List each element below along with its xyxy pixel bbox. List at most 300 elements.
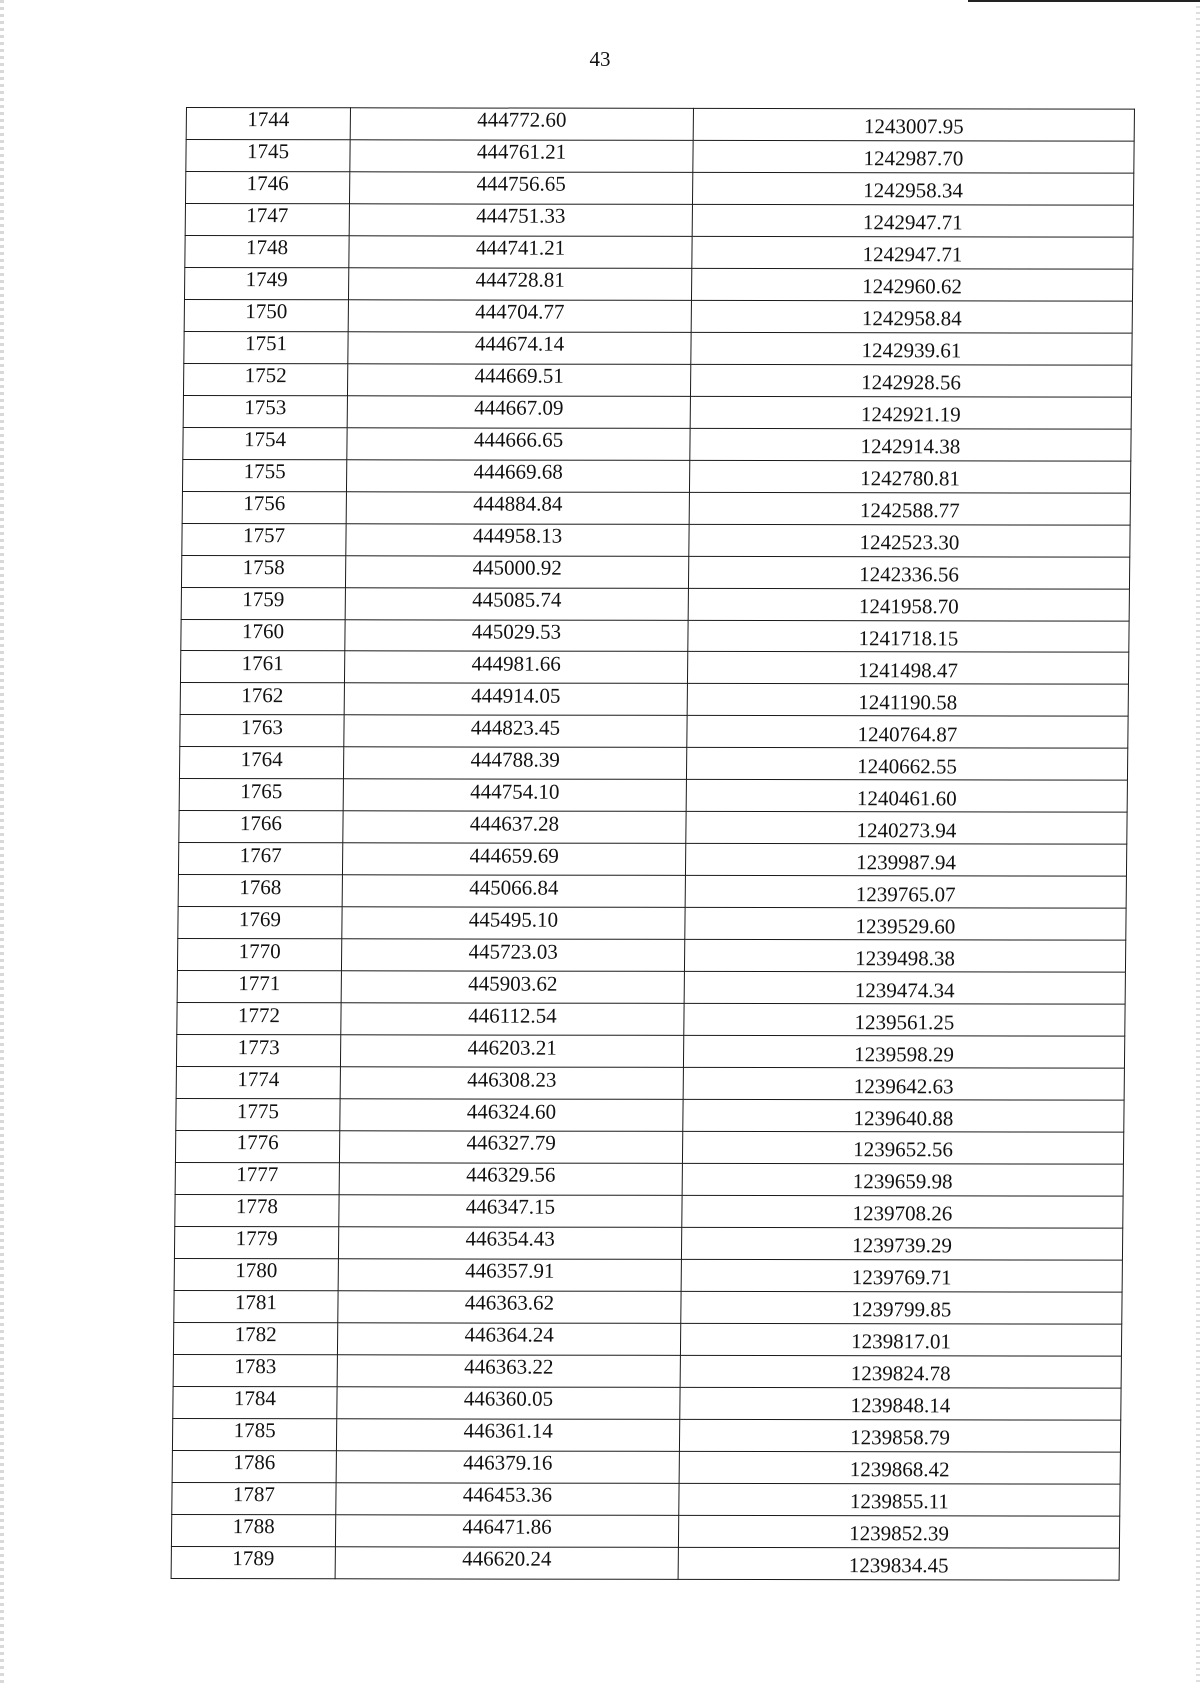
cell-text: 1767 [239, 842, 282, 867]
cell-text: 1242958.34 [863, 178, 964, 203]
x-coordinate-cell [336, 1419, 679, 1452]
cell-text: 1773 [237, 1034, 280, 1059]
y-coordinate-cell [692, 172, 1133, 205]
table-row [178, 843, 1126, 877]
table-row [174, 1226, 1122, 1260]
table-row [180, 683, 1128, 717]
x-coordinate-cell [346, 459, 689, 492]
table-row [183, 395, 1131, 429]
cell-text: 1239817.01 [851, 1329, 952, 1354]
y-coordinate-cell [680, 1387, 1121, 1420]
y-coordinate-cell [681, 1259, 1122, 1292]
point-number-cell [183, 427, 347, 459]
point-number-cell [174, 1258, 338, 1290]
cell-text: 1239561.25 [854, 1009, 955, 1034]
scan-edge-right [1196, 0, 1200, 1686]
x-coordinate-cell [346, 491, 689, 524]
table-row [185, 235, 1133, 269]
x-coordinate-cell [345, 555, 688, 588]
cell-text: 1760 [241, 619, 285, 644]
x-coordinate-cell [342, 875, 685, 908]
cell-text: 1757 [242, 523, 286, 548]
cell-text: 1756 [243, 491, 286, 516]
y-coordinate-cell [679, 1483, 1120, 1516]
point-number-cell [172, 1418, 336, 1450]
point-number-cell [178, 875, 342, 907]
cell-text: 1788 [232, 1514, 275, 1539]
point-number-cell [179, 747, 343, 779]
point-number-cell [182, 523, 346, 555]
y-coordinate-cell [690, 428, 1131, 461]
cell-text: 1778 [235, 1194, 279, 1219]
x-coordinate-cell [337, 1355, 680, 1388]
table-row [173, 1386, 1121, 1420]
cell-text: 1239598.29 [854, 1041, 955, 1066]
x-coordinate-cell [341, 939, 684, 972]
y-coordinate-cell [684, 940, 1125, 973]
cell-text: 446327.79 [466, 1130, 556, 1156]
cell-text: 1242921.19 [860, 402, 961, 427]
cell-text: 1787 [232, 1482, 276, 1507]
cell-text: 444981.66 [471, 651, 561, 676]
table-row [175, 1194, 1123, 1228]
cell-text: 1763 [240, 714, 284, 740]
x-coordinate-cell [348, 268, 691, 301]
cell-text: 1779 [235, 1226, 278, 1251]
cell-text: 446329.56 [466, 1162, 556, 1188]
table-row [185, 171, 1133, 205]
y-coordinate-cell [680, 1323, 1121, 1356]
table-row [175, 1130, 1123, 1164]
y-coordinate-cell [683, 1099, 1124, 1132]
point-number-cell [177, 1003, 341, 1035]
cell-text: 1242939.61 [861, 338, 962, 363]
table-row [179, 779, 1127, 813]
cell-text: 1762 [241, 683, 284, 708]
cell-text: 1766 [239, 810, 283, 835]
table-row [176, 1099, 1124, 1133]
y-coordinate-cell [678, 1547, 1119, 1580]
cell-text: 1239642.63 [853, 1073, 954, 1098]
cell-text: 446453.36 [462, 1482, 553, 1507]
y-coordinate-cell [690, 364, 1131, 397]
table-row [177, 1003, 1125, 1037]
cell-text: 1783 [234, 1354, 277, 1379]
table-row [172, 1450, 1120, 1484]
cell-text: 446347.15 [465, 1194, 556, 1220]
cell-text: 1239799.85 [851, 1297, 952, 1322]
y-coordinate-cell [679, 1451, 1120, 1484]
y-coordinate-cell [688, 588, 1129, 621]
cell-text: 1242588.77 [859, 498, 960, 523]
y-coordinate-cell [692, 236, 1133, 269]
cell-text: 1758 [242, 555, 285, 580]
y-coordinate-cell [684, 1004, 1125, 1037]
point-number-cell [179, 779, 343, 811]
cell-text: 1774 [237, 1066, 280, 1091]
cell-text: 445903.62 [468, 971, 558, 996]
cell-text: 444884.84 [473, 491, 563, 516]
y-coordinate-cell [681, 1291, 1122, 1324]
cell-text: 1240273.94 [856, 817, 957, 843]
point-number-cell [184, 299, 348, 331]
x-coordinate-cell [341, 971, 684, 1004]
y-coordinate-cell [686, 812, 1127, 845]
cell-text: 445029.53 [471, 619, 562, 644]
cell-text: 446364.24 [464, 1322, 554, 1347]
point-number-cell [172, 1450, 336, 1482]
point-number-cell [175, 1162, 339, 1194]
cell-text: 1771 [238, 970, 281, 995]
cell-text: 446361.14 [463, 1418, 553, 1443]
x-coordinate-cell [338, 1227, 681, 1260]
cell-text: 446357.91 [465, 1258, 555, 1284]
x-coordinate-cell [341, 1003, 684, 1036]
cell-text: 444728.81 [475, 267, 565, 292]
table-row [181, 619, 1129, 653]
cell-text: 445723.03 [468, 939, 558, 964]
cell-text: 1769 [238, 906, 282, 931]
table-row [172, 1482, 1120, 1516]
cell-text: 446363.62 [464, 1290, 555, 1315]
point-number-cell [184, 331, 348, 363]
point-number-cell [179, 811, 343, 843]
table-row [171, 1514, 1119, 1548]
header-rule [968, 0, 1200, 2]
x-coordinate-cell [339, 1131, 682, 1164]
x-coordinate-cell [350, 140, 693, 173]
y-coordinate-cell [682, 1131, 1123, 1164]
table-row [173, 1322, 1121, 1356]
cell-text: 1239824.78 [850, 1361, 951, 1386]
x-coordinate-cell [338, 1291, 681, 1324]
point-number-cell [185, 171, 349, 203]
cell-text: 444958.13 [472, 523, 563, 548]
cell-text: 446379.16 [463, 1450, 553, 1475]
cell-text: 1770 [238, 938, 281, 963]
y-coordinate-cell [692, 204, 1133, 237]
x-coordinate-cell [343, 779, 686, 812]
table-row [183, 363, 1131, 397]
cell-text: 1241190.58 [858, 690, 958, 715]
point-number-cell [186, 108, 350, 140]
y-coordinate-cell [689, 524, 1130, 557]
cell-text: 1784 [233, 1386, 277, 1411]
y-coordinate-cell [686, 748, 1127, 781]
table-row [182, 523, 1130, 557]
x-coordinate-cell [343, 811, 686, 844]
table-row [177, 939, 1125, 973]
point-number-cell [183, 395, 347, 427]
y-coordinate-cell [683, 1067, 1124, 1100]
cell-text: 444667.09 [474, 395, 564, 420]
point-number-cell [176, 1035, 340, 1067]
cell-text: 1242928.56 [861, 370, 962, 395]
x-coordinate-cell [344, 651, 687, 684]
point-number-cell [174, 1226, 338, 1258]
x-coordinate-cell [346, 523, 689, 556]
cell-text: 444666.65 [473, 427, 564, 452]
table-row [186, 108, 1134, 142]
cell-text: 1759 [242, 587, 285, 612]
y-coordinate-cell [691, 300, 1132, 333]
table-row [180, 715, 1128, 749]
cell-text: 1781 [234, 1290, 278, 1315]
point-number-cell [177, 939, 341, 971]
cell-text: 444754.10 [470, 779, 560, 804]
cell-text: 1772 [237, 1002, 281, 1027]
cell-text: 1239739.29 [852, 1233, 953, 1258]
cell-text: 1765 [240, 778, 283, 804]
cell-text: 444704.77 [475, 299, 565, 324]
cell-text: 446203.21 [467, 1035, 557, 1060]
point-number-cell [175, 1194, 339, 1226]
cell-text: 1745 [246, 139, 290, 164]
cell-text: 1239529.60 [855, 913, 956, 939]
table-row [183, 427, 1131, 461]
cell-text: 446324.60 [466, 1099, 557, 1124]
y-coordinate-cell [685, 908, 1126, 941]
point-number-cell [172, 1482, 336, 1514]
table-row [180, 651, 1128, 685]
cell-text: 446112.54 [468, 1003, 557, 1028]
cell-text: 446363.22 [464, 1354, 554, 1379]
x-coordinate-cell [335, 1514, 678, 1547]
point-number-cell [184, 267, 348, 299]
point-number-cell [180, 683, 344, 715]
cell-text: 1242987.70 [863, 146, 964, 171]
cell-text: 1789 [232, 1546, 275, 1571]
table-row [182, 459, 1130, 493]
cell-text: 446360.05 [463, 1386, 554, 1411]
cell-text: 445066.84 [469, 875, 559, 900]
cell-text: 1242336.56 [859, 562, 960, 587]
point-number-cell [176, 1099, 340, 1131]
cell-text: 444788.39 [470, 747, 560, 772]
cell-text: 1241498.47 [858, 658, 959, 683]
cell-text: 444659.69 [469, 843, 559, 868]
scan-edge-left [0, 0, 4, 1686]
point-number-cell [180, 715, 344, 747]
cell-text: 1242960.62 [862, 274, 963, 299]
cell-text: 1764 [240, 746, 283, 772]
table-row [171, 1546, 1119, 1580]
cell-text: 1744 [247, 107, 290, 132]
table-row [181, 555, 1129, 589]
cell-text: 1746 [246, 171, 289, 196]
y-coordinate-cell [691, 268, 1132, 301]
x-coordinate-cell [349, 204, 692, 237]
cell-text: 1761 [241, 651, 284, 676]
table-row [184, 331, 1132, 365]
cell-text: 446308.23 [467, 1067, 557, 1092]
table-row [176, 1067, 1124, 1101]
x-coordinate-cell [339, 1195, 682, 1228]
cell-text: 1754 [243, 427, 287, 452]
x-coordinate-cell [344, 715, 687, 748]
x-coordinate-cell [349, 236, 692, 269]
table-row [181, 587, 1129, 621]
x-coordinate-cell [342, 843, 685, 876]
cell-text: 1239852.39 [849, 1521, 950, 1546]
x-coordinate-cell [349, 172, 692, 205]
cell-text: 1747 [246, 203, 289, 228]
cell-text: 444823.45 [470, 715, 561, 740]
point-number-cell [173, 1386, 337, 1418]
cell-text: 1239765.07 [855, 881, 956, 907]
cell-text: 445495.10 [468, 907, 559, 932]
y-coordinate-cell [690, 396, 1131, 429]
point-number-cell [183, 363, 347, 395]
cell-text: 444637.28 [469, 811, 560, 836]
table-row [175, 1162, 1123, 1196]
x-coordinate-cell [345, 619, 688, 652]
table-row [179, 811, 1127, 845]
x-coordinate-cell [335, 1546, 678, 1579]
point-number-cell [178, 907, 342, 939]
table-row [182, 491, 1130, 525]
point-number-cell [174, 1290, 338, 1322]
x-coordinate-cell [339, 1163, 682, 1196]
cell-text: 1748 [245, 235, 289, 260]
cell-text: 1240764.87 [857, 722, 958, 747]
y-coordinate-cell [687, 684, 1128, 717]
point-number-cell [180, 651, 344, 683]
cell-text: 1241958.70 [858, 594, 959, 619]
cell-text: 444674.14 [474, 331, 565, 356]
point-number-cell [171, 1546, 335, 1579]
point-number-cell [182, 459, 346, 491]
table-row [184, 267, 1132, 301]
cell-text: 1239834.45 [848, 1553, 949, 1578]
point-number-cell [181, 619, 345, 651]
coordinates-table [171, 107, 1135, 1581]
y-coordinate-cell [688, 556, 1129, 589]
cell-text: 1786 [233, 1450, 276, 1475]
cell-text: 1242780.81 [860, 466, 961, 491]
cell-text: 1239498.38 [855, 945, 956, 971]
cell-text: 1780 [235, 1258, 278, 1283]
cell-text: 1777 [236, 1162, 279, 1187]
cell-text: 444669.68 [473, 459, 563, 484]
y-coordinate-cell [685, 844, 1126, 877]
point-number-cell [176, 1067, 340, 1099]
coordinates-table-container [171, 107, 1134, 1581]
y-coordinate-cell [689, 492, 1130, 525]
table-body [171, 108, 1134, 1581]
table-row [179, 747, 1127, 781]
cell-text: 1782 [234, 1322, 277, 1347]
point-number-cell [173, 1322, 337, 1354]
x-coordinate-cell [348, 332, 691, 365]
cell-text: 446620.24 [462, 1546, 552, 1571]
table-row [178, 875, 1126, 909]
y-coordinate-cell [693, 108, 1134, 141]
x-coordinate-cell [338, 1259, 681, 1292]
cell-text: 1239474.34 [854, 977, 955, 1002]
cell-text: 444741.21 [475, 235, 566, 261]
point-number-cell [186, 139, 350, 171]
cell-text: 1239848.14 [850, 1393, 951, 1418]
y-coordinate-cell [687, 716, 1128, 749]
cell-text: 1753 [244, 395, 287, 420]
cell-text: 1752 [244, 363, 287, 388]
y-coordinate-cell [691, 332, 1132, 365]
point-number-cell [181, 555, 345, 587]
cell-text: 1749 [245, 267, 288, 292]
y-coordinate-cell [684, 972, 1125, 1005]
y-coordinate-cell [688, 620, 1129, 653]
cell-text: 1239987.94 [856, 849, 957, 875]
x-coordinate-cell [337, 1387, 680, 1420]
cell-text: 445085.74 [472, 587, 562, 612]
cell-text: 1242523.30 [859, 530, 960, 555]
cell-text: 446354.43 [465, 1226, 555, 1252]
x-coordinate-cell [336, 1482, 679, 1515]
y-coordinate-cell [686, 780, 1127, 813]
cell-text: 1242958.84 [861, 306, 962, 331]
cell-text: 1775 [236, 1098, 280, 1123]
table-row [184, 299, 1132, 333]
point-number-cell [178, 843, 342, 875]
table-row [174, 1258, 1122, 1292]
y-coordinate-cell [687, 652, 1128, 685]
cell-text: 444756.65 [476, 171, 566, 197]
cell-text: 444772.60 [477, 107, 567, 133]
table-row [173, 1354, 1121, 1388]
cell-text: 1241718.15 [858, 626, 959, 651]
y-coordinate-cell [685, 876, 1126, 909]
y-coordinate-cell [693, 140, 1134, 173]
x-coordinate-cell [348, 300, 691, 333]
cell-text: 446471.86 [462, 1514, 552, 1539]
cell-text: 1785 [233, 1418, 276, 1443]
cell-text: 1243007.95 [863, 114, 964, 139]
table-row [174, 1290, 1122, 1324]
y-coordinate-cell [681, 1227, 1122, 1260]
table-row [177, 971, 1125, 1005]
x-coordinate-cell [347, 364, 690, 397]
y-coordinate-cell [678, 1515, 1119, 1548]
cell-text: 444914.05 [471, 683, 561, 708]
y-coordinate-cell [679, 1419, 1120, 1452]
cell-text: 1242947.71 [862, 210, 963, 235]
point-number-cell [181, 587, 345, 619]
table-row [172, 1418, 1120, 1452]
y-coordinate-cell [680, 1355, 1121, 1388]
cell-text: 1750 [245, 299, 288, 324]
cell-text: 1240461.60 [856, 786, 957, 811]
cell-text: 1776 [236, 1130, 279, 1155]
point-number-cell [175, 1130, 339, 1162]
cell-text: 444751.33 [476, 203, 566, 229]
cell-text: 1239659.98 [852, 1169, 953, 1194]
y-coordinate-cell [683, 1035, 1124, 1068]
table-row [186, 139, 1134, 173]
x-coordinate-cell [344, 683, 687, 716]
table-row [176, 1035, 1124, 1069]
x-coordinate-cell [342, 907, 685, 940]
cell-text: 1240662.55 [857, 754, 958, 779]
cell-text: 444761.21 [476, 139, 567, 165]
x-coordinate-cell [350, 108, 693, 141]
y-coordinate-cell [682, 1163, 1123, 1196]
cell-text: 1239855.11 [849, 1489, 950, 1514]
x-coordinate-cell [337, 1323, 680, 1356]
cell-text: 1755 [243, 459, 286, 484]
page-number: 43 [589, 47, 611, 71]
x-coordinate-cell [347, 427, 690, 460]
